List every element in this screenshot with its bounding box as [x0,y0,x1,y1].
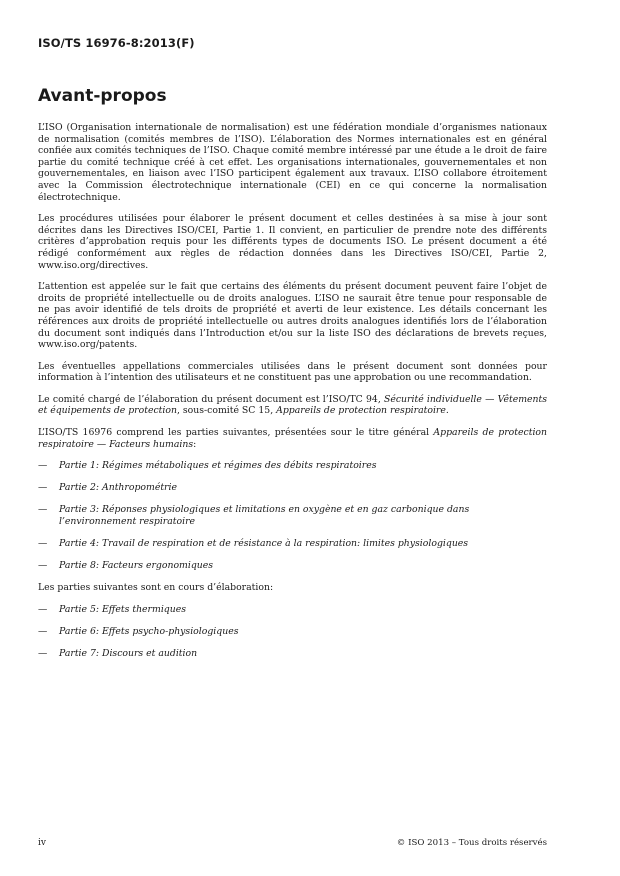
dash-bullet: — [38,482,48,494]
dash-bullet: — [38,603,48,615]
list-item-text: Partie 6: Effets psycho-physiologiques [59,626,239,637]
paragraph-parts-intro [38,427,547,450]
paragraph-iso-intro: L’ISO (Organisation internationale de normalisation) est une fédération mondiale d’organismes nationaux de normalisation (comités membres de l’ISO). L’élaboration des Normes internationales est en général confiée aux comités techniques de l’ISO. Chaque comité membre intéressé par une étude a le droit de faire partie du comité technique créé à cet effet. Les organisations internationales, gouvernementales et non gouvernementales, en liaison avec l’ISO participent également aux travaux. L’ISO collabore étroitement avec la Commission électrotechnique internationale (CEI) en ce qui concerne la normalisation électrotechnique. [38,122,547,203]
parts-intro-prefix: L’ISO/TS 16976 comprend les parties suivantes, présentées sour le titre général [38,427,434,439]
document-id-header: ISO/TS 16976-8:2013(F) [38,36,195,50]
dash-bullet: — [38,538,48,550]
parts-general-title: Appareils de protection respiratoire — Facteurs humains [38,427,547,450]
copyright-notice: © ISO 2013 – Tous droits réservés [396,838,547,848]
list-item [38,504,547,527]
dash-bullet: — [38,460,48,472]
committee-suffix: . [445,405,449,417]
dash-bullet: — [38,648,48,660]
list-item [38,482,547,494]
list-item [38,460,547,472]
list-item [38,626,547,638]
dash-bullet: — [38,626,48,637]
list-item [38,560,547,572]
section-title: Avant-propos [38,86,167,106]
committee-prefix: Le comité chargé de l’élaboration du présent document est l’ISO/TC 94, [38,393,384,405]
paragraph-in-progress-intro: Les parties suivantes sont en cours d’élaboration: [38,582,274,594]
list-item-text: Partie 7: Discours et audition [59,648,198,660]
document-body [38,122,547,670]
committee-sc-title: Appareils de protection respiratoire [276,405,446,417]
list-item-text: Partie 3: Réponses physiologiques et limitations en oxygène et en gaz carbonique dans l’environnement respiratoire [59,504,470,528]
parts-intro-suffix: : [193,438,197,450]
list-item [38,604,547,616]
committee-middle: , sous-comité SC 15, [176,405,277,417]
dash-bullet: — [38,504,48,516]
list-item-text: Partie 8: Facteurs ergonomiques [59,560,214,572]
paragraph-trade-names: Les éventuelles appellations commerciales utilisées dans le présent document sont données pour information à l’intention des utilisateurs et ne constituent pas une approbation ou une recommandation. [38,360,547,384]
paragraph-committee [38,394,547,417]
list-item-text: Partie 4: Travail de respiration et de résistance à la respiration: limites physiologiques [59,538,469,550]
paragraph-patents: L’attention est appelée sur le fait que certains des éléments du présent document peuvent faire l’objet de droits de propriété intellectuelle ou de droits analogues. L’ISO ne saurait être tenue pour responsable de ne pas avoir identifié de tels droits de propriété et averti de leur existence. Les détails concernant les références aux droits de propriété intellectuelle ou autres droits analogues identifiés lors de l’élaboration du document sont indiqués dans l’Introduction et/ou sur la liste ISO des déclarations de brevets reçues, www.iso.org/patents. [38,281,547,351]
page-number: iv [38,838,46,848]
paragraph-procedures: Les procédures utilisées pour élaborer le présent document et celles destinées à sa mise à jour sont décrites dans les Directives ISO/CEI, Partie 1. Il convient, en particulier de prendre note des différents critères d’approbation requis pour les différents types de documents ISO. Le présent document a été rédigé conformément aux règles de rédaction données dans les Directives ISO/CEI, Partie 2, www.iso.org/directives. [38,213,547,271]
list-item [38,648,547,660]
dash-bullet: — [38,560,48,572]
list-item-text: Partie 2: Anthropométrie [59,482,177,494]
list-item-text: Partie 1: Régimes métaboliques et régimes des débits respiratoires [59,460,377,472]
committee-tc-title: Sécurité individuelle — Vêtements et équipements de protection [38,393,548,417]
list-item [38,538,547,550]
list-item-text: Partie 5: Effets thermiques [59,603,187,615]
